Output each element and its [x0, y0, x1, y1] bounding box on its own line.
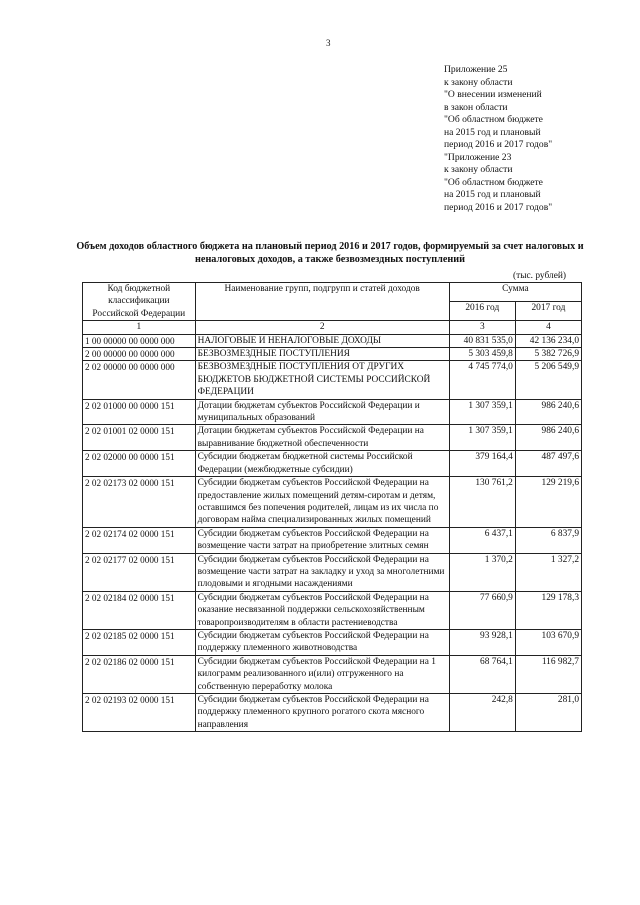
- row-name: НАЛОГОВЫЕ И НЕНАЛОГОВЫЕ ДОХОДЫ: [195, 334, 449, 347]
- appendix-line: "Об областном бюджете: [444, 176, 543, 188]
- row-code: 2 02 02193 02 0000 151: [83, 694, 196, 732]
- row-value-2017: 281,0: [515, 694, 581, 732]
- row-code: 1 00 00000 00 0000 000: [83, 334, 196, 347]
- row-name: БЕЗВОЗМЕЗДНЫЕ ПОСТУПЛЕНИЯ ОТ ДРУГИХ БЮДЖЕТОВ БЮДЖЕТНОЙ СИСТЕМЫ РОССИЙСКОЙ ФЕДЕРАЦИИ: [195, 361, 449, 399]
- row-code: 2 02 02184 02 0000 151: [83, 591, 196, 629]
- row-value-2016: 5 303 459,8: [449, 348, 515, 361]
- index-cell: 1: [83, 321, 196, 334]
- row-value-2016: 242,8: [449, 694, 515, 732]
- row-value-2016: 379 164,4: [449, 451, 515, 477]
- table-row: [83, 451, 582, 477]
- table-row: [83, 629, 582, 655]
- row-value-2017: 5 382 726,9: [515, 348, 581, 361]
- index-cell: 4: [515, 321, 581, 334]
- row-name: Субсидии бюджетам субъектов Российской Федерации на 1 килограмм реализованного и(или) отгруженного на собственную переработку молока: [195, 655, 449, 693]
- row-value-2016: 68 764,1: [449, 655, 515, 693]
- row-value-2016: 1 307 359,1: [449, 399, 515, 425]
- row-code: 2 02 01001 02 0000 151: [83, 425, 196, 451]
- row-code: 2 02 00000 00 0000 000: [83, 361, 196, 399]
- row-value-2016: 93 928,1: [449, 629, 515, 655]
- row-name: Субсидии бюджетам субъектов Российской Федерации на поддержку племенного крупного рогатого скота мясного направления: [195, 694, 449, 732]
- row-name: БЕЗВОЗМЕЗДНЫЕ ПОСТУПЛЕНИЯ: [195, 348, 449, 361]
- table-row: [83, 553, 582, 591]
- table-row: [83, 527, 582, 553]
- row-value-2017: 6 837,9: [515, 527, 581, 553]
- row-value-2016: 77 660,9: [449, 591, 515, 629]
- page-number: 3: [326, 38, 331, 48]
- row-value-2017: 986 240,6: [515, 399, 581, 425]
- appendix-line: "Приложение 23: [444, 151, 512, 163]
- budget-table-body: [83, 334, 582, 732]
- appendix-line: на 2015 год и плановый: [444, 126, 541, 138]
- appendix-line: на 2015 год и плановый: [444, 189, 541, 200]
- row-name: Субсидии бюджетам субъектов Российской Федерации на предоставление жилых помещений детям-сиротам и детям, оставшимся без попечения родителей, лицам из их числа по договорам найма специализированных жилых помещений: [195, 477, 449, 528]
- row-code: 2 02 01000 00 0000 151: [83, 399, 196, 425]
- row-value-2016: 40 831 535,0: [449, 334, 515, 347]
- table-row: [83, 694, 582, 732]
- row-value-2017: 42 136 234,0: [515, 334, 581, 347]
- row-code: 2 02 02177 02 0000 151: [83, 553, 196, 591]
- row-value-2016: 6 437,1: [449, 527, 515, 553]
- appendix-line: период 2016 и 2017 годов": [444, 201, 553, 213]
- row-code: 2 02 02186 02 0000 151: [83, 655, 196, 693]
- appendix-line: Приложение 25: [444, 64, 508, 75]
- appendix-reference: [444, 64, 552, 214]
- appendix-line: "Об областном бюджете: [444, 114, 543, 125]
- row-value-2017: 116 982,7: [515, 655, 581, 693]
- row-code: 2 02 02000 00 0000 151: [83, 451, 196, 477]
- row-name: Субсидии бюджетам субъектов Российской Федерации на возмещение части затрат на закладку и уход за многолетними плодовыми и ягодными насаждениями: [195, 553, 449, 591]
- table-row: [83, 399, 582, 425]
- appendix-line: "О внесении изменений: [444, 89, 542, 100]
- index-cell: 2: [195, 321, 449, 334]
- table-row: [83, 334, 582, 347]
- table-row: [83, 348, 582, 361]
- row-value-2017: 103 670,9: [515, 629, 581, 655]
- header-row: [83, 283, 582, 302]
- row-code: 2 02 02174 02 0000 151: [83, 527, 196, 553]
- table-row: [83, 425, 582, 451]
- row-value-2016: 1 307 359,1: [449, 425, 515, 451]
- header-year-2017: 2017 год: [515, 302, 581, 321]
- row-code: 2 02 02173 02 0000 151: [83, 477, 196, 528]
- header-sum: Сумма: [449, 283, 581, 302]
- appendix-line: в закон области: [444, 101, 508, 113]
- row-value-2017: 986 240,6: [515, 425, 581, 451]
- table-row: [83, 477, 582, 528]
- header-code: Код бюджетной классификации Российской Федерации: [83, 283, 196, 321]
- index-row: [83, 321, 582, 334]
- document-title: Объем доходов областного бюджета на плановый период 2016 и 2017 годов, формируемый за счет налоговых и неналоговых доходов, а также безвозмездных поступлений: [76, 241, 584, 265]
- row-value-2016: 4 745 774,0: [449, 361, 515, 399]
- row-value-2017: 5 206 549,9: [515, 361, 581, 399]
- row-name: Субсидии бюджетам субъектов Российской Федерации на возмещение части затрат на приобретение элитных семян: [195, 527, 449, 553]
- row-value-2017: 129 219,6: [515, 477, 581, 528]
- row-name: Дотации бюджетам субъектов Российской Федерации на выравнивание бюджетной обеспеченности: [195, 425, 449, 451]
- row-name: Дотации бюджетам субъектов Российской Федерации и муниципальных образований: [195, 399, 449, 425]
- table-row: [83, 361, 582, 399]
- appendix-line: к закону области: [444, 164, 513, 175]
- row-name: Субсидии бюджетам бюджетной системы Российской Федерации (межбюджетные субсидии): [195, 451, 449, 477]
- row-value-2017: 487 497,6: [515, 451, 581, 477]
- row-value-2016: 130 761,2: [449, 477, 515, 528]
- table-row: [83, 591, 582, 629]
- appendix-line: период 2016 и 2017 годов": [444, 139, 553, 150]
- index-cell: 3: [449, 321, 515, 334]
- row-name: Субсидии бюджетам субъектов Российской Федерации на поддержку племенного животноводства: [195, 629, 449, 655]
- appendix-line: к закону области: [444, 76, 513, 88]
- row-code: 2 00 00000 00 0000 000: [83, 348, 196, 361]
- budget-table: [82, 282, 582, 732]
- row-value-2017: 129 178,3: [515, 591, 581, 629]
- header-year-2016: 2016 год: [449, 302, 515, 321]
- row-value-2017: 1 327,2: [515, 553, 581, 591]
- table-row: [83, 655, 582, 693]
- row-code: 2 02 02185 02 0000 151: [83, 629, 196, 655]
- units-label: (тыс. рублей): [513, 271, 567, 281]
- header-name: Наименование групп, подгрупп и статей доходов: [195, 283, 449, 321]
- row-name: Субсидии бюджетам субъектов Российской Федерации на оказание несвязанной поддержки сельскохозяйственным товаропроизводителям в области растениеводства: [195, 591, 449, 629]
- row-value-2016: 1 370,2: [449, 553, 515, 591]
